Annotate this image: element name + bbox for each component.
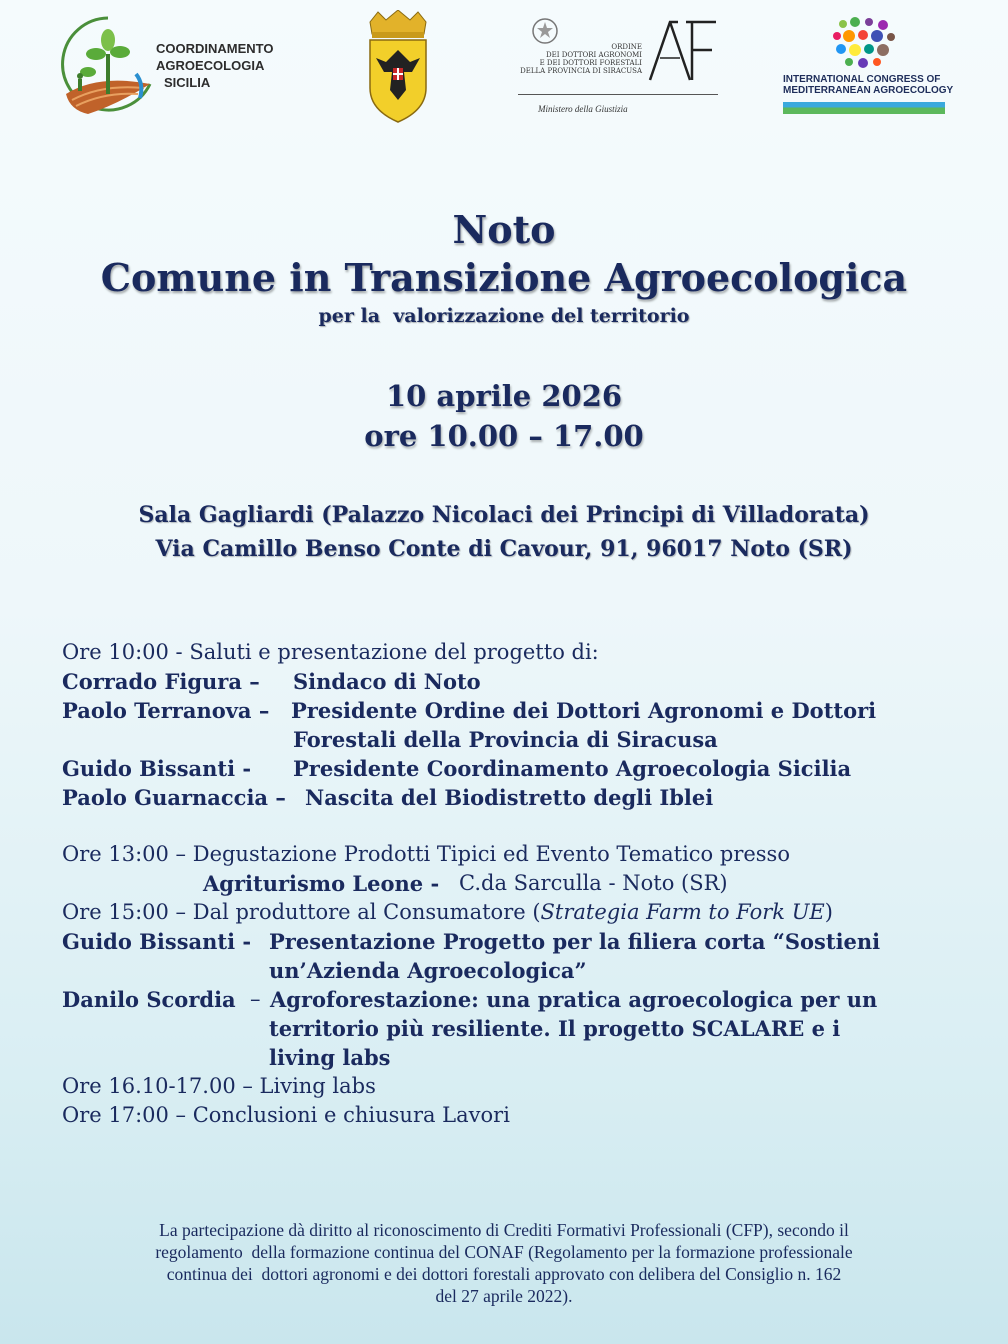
event-city-title: Noto (452, 207, 556, 252)
congress-text-line: INTERNATIONAL CONGRESS OF (783, 74, 941, 85)
speaker-role: Presidente Ordine dei Dottori Agronomi e Dottori (291, 698, 877, 723)
ordine-text-line: DELLA PROVINCIA DI SIRACUSA (520, 67, 642, 75)
logo-text-line: SICILIA (164, 75, 211, 90)
speaker-name: Guido Bissanti - (62, 756, 252, 781)
program-row (62, 638, 962, 667)
speaker-role: Forestali della Provincia di Siracusa (293, 727, 718, 752)
logo-text-line: AGROECOLOGIA (156, 58, 265, 73)
speaker-role: Nascita del Biodistretto degli Iblei (305, 785, 714, 810)
program-italic-text: Strategia Farm to Fork UE (540, 900, 825, 924)
ordine-divider (518, 94, 718, 95)
program-row (62, 1101, 962, 1130)
program-row (62, 956, 962, 985)
noto-coat-of-arms-logo (364, 10, 432, 126)
speaker-name: Corrado Figura – (62, 669, 260, 694)
program-text: Ore 16.10-17.00 – Living labs (62, 1074, 376, 1098)
colored-dots-icon (829, 16, 899, 72)
speaker-name: Danilo Scordia (62, 987, 236, 1012)
cfp-notice (40, 1219, 968, 1307)
ordine-text-line: ORDINE (611, 43, 642, 51)
speaker-name: Guido Bissanti - (62, 929, 252, 954)
footer-line: regolamento della formazione continua del CONAF (Regolamento per la formazione professionale (155, 1242, 853, 1262)
program-row (62, 783, 962, 812)
program-row (62, 754, 962, 783)
program-row (62, 869, 962, 898)
logo-bar (0, 0, 1008, 140)
speaker-name: Paolo Guarnaccia – (62, 785, 286, 810)
program-text: Ore 15:00 – Dal produttore al Consumatore ( (62, 900, 541, 924)
footer-line: La partecipazione dà diritto al riconoscimento di Crediti Formativi Professionali (CFP), secondo il (159, 1220, 849, 1240)
speaker-role: un’Azienda Agroecologica” (269, 958, 587, 983)
program-row (62, 985, 962, 1014)
program-row (62, 696, 962, 725)
speaker-role: Presidente Coordinamento Agroecologia Sicilia (293, 756, 852, 781)
speaker-role: territorio più resiliente. Il progetto SCALARE e i (269, 1016, 841, 1041)
event-datetime (0, 376, 1008, 456)
speaker-role: living labs (269, 1045, 391, 1070)
program-row (62, 927, 962, 956)
congress-text (783, 74, 954, 96)
event-venue (0, 498, 1008, 566)
program-text: Ore 13:00 – Degustazione Prodotti Tipici ed Evento Tematico presso (62, 842, 790, 866)
program-text: Ore 17:00 – Conclusioni e chiusura Lavori (62, 1103, 510, 1127)
congress-text-line: MEDITERRANEAN AGROECOLOGY (783, 85, 954, 96)
program-text: ) (824, 900, 833, 924)
event-program (62, 638, 962, 1130)
program-row (62, 898, 962, 927)
program-row (62, 1072, 962, 1101)
venue-highlight: Agriturismo Leone - (203, 871, 440, 896)
mediterranean-agroecology-congress-logo (783, 16, 954, 116)
event-title: Comune in Transizione Agroecologica (100, 255, 908, 300)
logo-text-line: COORDINAMENTO (156, 41, 274, 56)
event-date: 10 aprile 2026 (385, 379, 623, 413)
program-text: Ore 10:00 - Saluti e presentazione del progetto di: (62, 640, 599, 664)
speaker-name: Paolo Terranova – (62, 698, 270, 723)
venue-address: Via Camillo Benso Conte di Cavour, 91, 96017 Noto (SR) (155, 536, 853, 562)
dash-separator: – (250, 987, 261, 1011)
program-row (62, 667, 962, 696)
footer-line: continua dei dottori agronomi e dei dottori forestali approvato con delibera del Consiglio n. 162 (166, 1264, 842, 1284)
event-subtitle: per la valorizzazione del territorio (318, 305, 690, 327)
ordine-text-line: E DEI DOTTORI FORESTALI (539, 59, 642, 67)
coordinamento-logo-text (156, 40, 273, 91)
speaker-role: Agroforestazione: una pratica agroecologica per un (270, 987, 878, 1012)
af-monogram-icon (646, 18, 718, 86)
agroecology-tree-icon (58, 14, 158, 118)
speaker-role: Presentazione Progetto per la filiera corta “Sostieni (269, 929, 881, 954)
ordine-text-line: DEI DOTTORI AGRONOMI (546, 51, 642, 59)
event-title-block (0, 206, 1008, 330)
speaker-role: Sindaco di Noto (293, 669, 481, 694)
program-row (62, 1043, 962, 1072)
ordine-text (518, 43, 642, 75)
program-row (62, 725, 962, 754)
program-text: C.da Sarculla - Noto (SR) (459, 871, 728, 895)
ordine-agronomi-logo (518, 16, 720, 120)
program-row (62, 840, 962, 869)
ministry-label: Ministero della Giustizia (538, 104, 628, 114)
noto-coat-of-arms-icon (364, 10, 432, 126)
congress-color-bar (783, 102, 945, 114)
program-spacer (62, 812, 962, 840)
italian-republic-emblem-icon (530, 16, 560, 46)
event-time: ore 10.00 – 17.00 (364, 419, 644, 453)
program-row (62, 1014, 962, 1043)
venue-name: Sala Gagliardi (Palazzo Nicolaci dei Principi di Villadorata) (138, 502, 870, 528)
coordinamento-agroecologia-logo (58, 14, 298, 118)
footer-line: del 27 aprile 2022). (435, 1286, 573, 1306)
